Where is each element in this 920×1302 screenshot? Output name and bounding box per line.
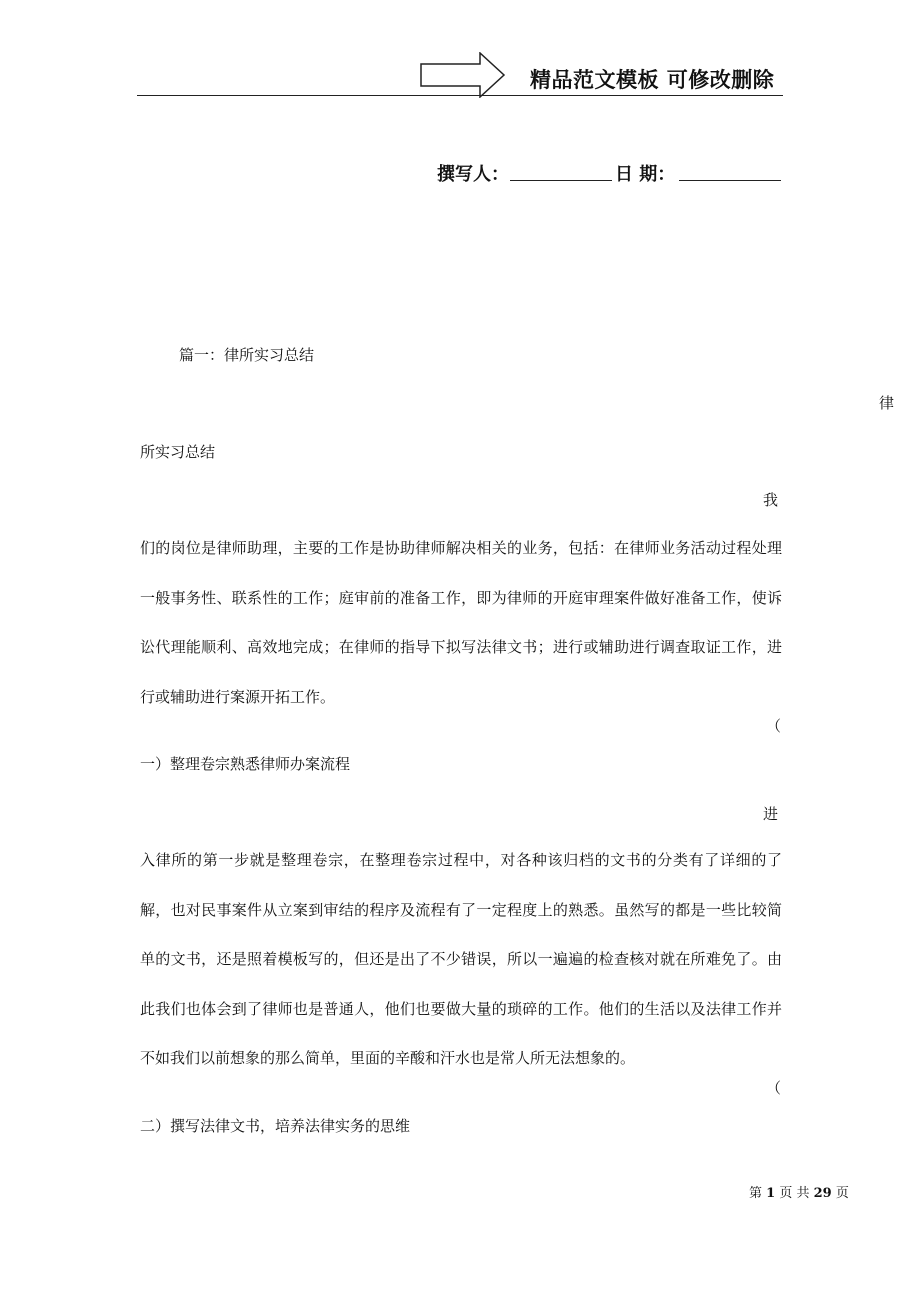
para2-lead: 进	[763, 805, 779, 823]
footer-total-pages: 29	[813, 1186, 832, 1201]
header-title: 精品范文模板 可修改删除	[530, 68, 775, 92]
date-label: 日 期：	[615, 164, 676, 185]
section1-heading: 一）整理卷宗熟悉律师办案流程	[140, 755, 351, 773]
paragraph-2: 入律所的第一步就是整理卷宗，在整理卷宗过程中，对各种该归档的文书的分类有了详细的了解，也对民事案件从立案到审结的程序及流程有了一定程度上的熟悉。虽然写的都是一些比较简单的文书，还是照着模板写的，但还是出了不少错误，所以一遍遍的检查核对就在所难免了。由此我们也体会到了律师也是普通人，他们也要做大量的琐碎的工作。他们的生活以及法律工作并不如我们以前想象的那么简单，里面的辛酸和汗水也是常人所无法想象的。	[140, 851, 782, 1067]
author-label: 撰写人：	[437, 164, 509, 185]
section1-paren: （	[766, 717, 782, 735]
para1-lead: 我	[763, 491, 779, 509]
footer-suffix: 页	[835, 1186, 849, 1201]
section2-paren: （	[766, 1079, 782, 1097]
footer-prefix: 第	[749, 1186, 763, 1201]
para0-tail: 律	[879, 394, 895, 412]
footer-middle: 页 共	[779, 1186, 810, 1201]
date-blank	[679, 180, 781, 181]
para0-line: 所实习总结	[140, 443, 216, 461]
author-blank	[510, 180, 612, 181]
header-rule	[137, 95, 783, 96]
article-title: 篇一：律所实习总结	[179, 346, 315, 364]
section2-heading: 二）撰写法律文书，培养法律实务的思维	[140, 1117, 411, 1135]
arrow-icon	[420, 52, 506, 98]
footer-page-number: 1	[766, 1186, 776, 1201]
page-footer	[749, 1182, 849, 1201]
paragraph-1: 们的岗位是律师助理，主要的工作是协助律师解决相关的业务，包括：在律师业务活动过程处理一般事务性、联系性的工作；庭审前的准备工作，即为律师的开庭审理案件做好准备工作，使诉讼代理能顺利、高效地完成；在律师的指导下拟写法律文书；进行或辅助进行调查取证工作，进行或辅助进行案源开拓工作。	[140, 539, 782, 706]
